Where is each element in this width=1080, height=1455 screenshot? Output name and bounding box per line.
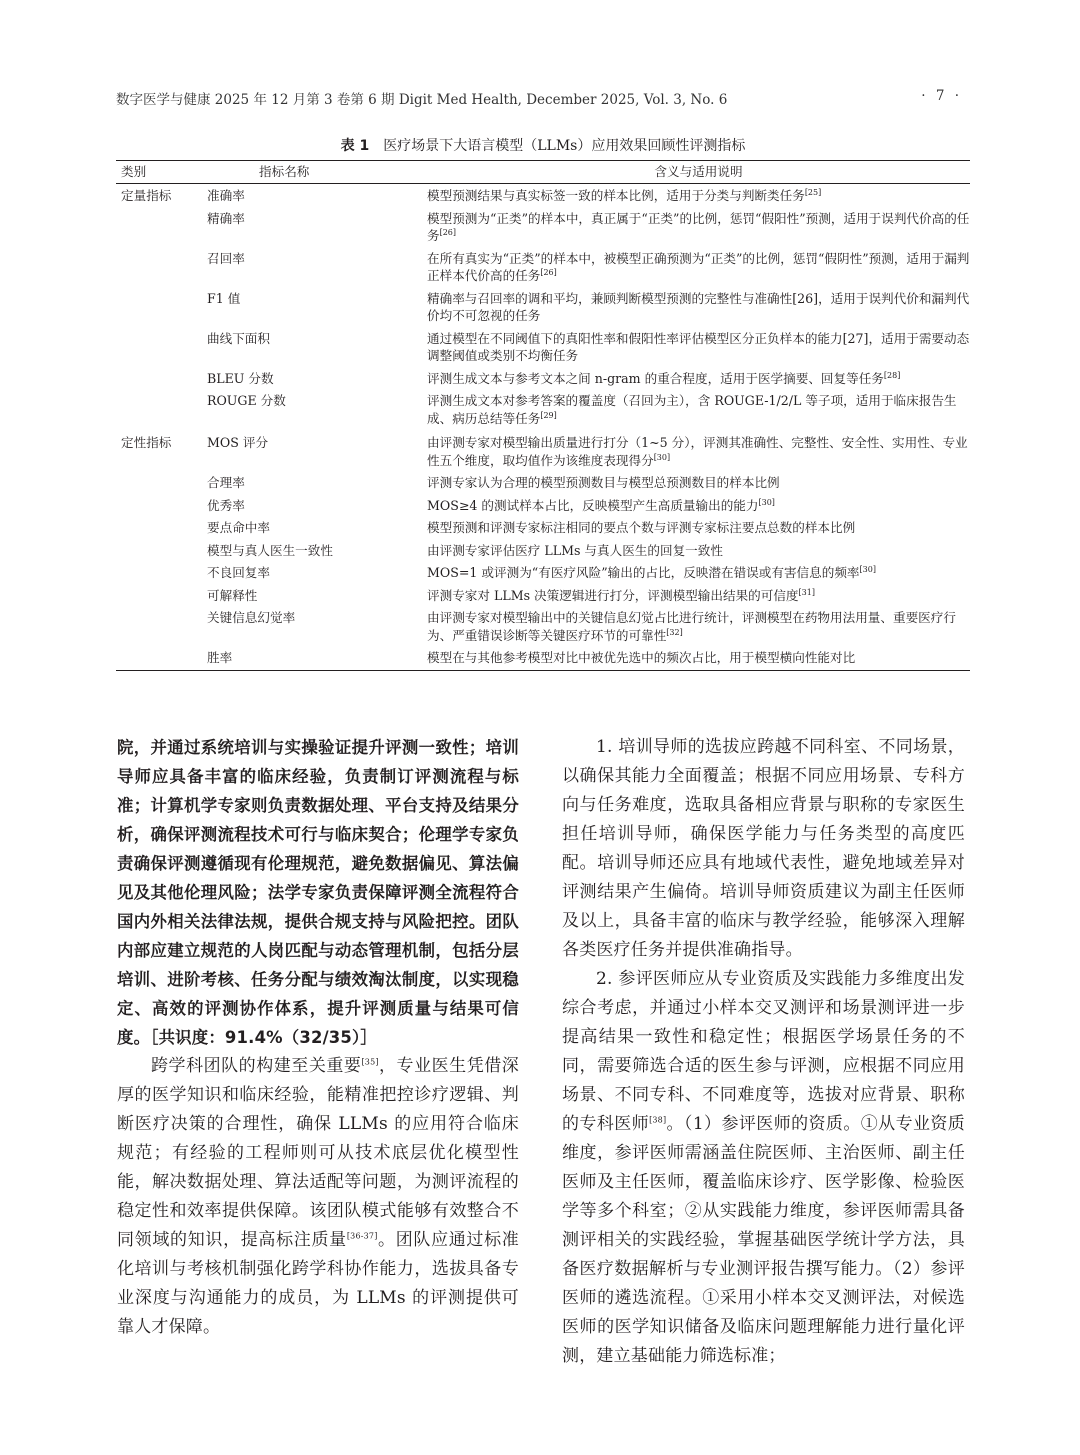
paragraph-team — [117, 1052, 519, 1342]
cell-description — [427, 366, 970, 389]
cell-description — [427, 645, 970, 670]
cell-description — [427, 184, 970, 206]
cell-category — [116, 493, 207, 516]
description-text: 评测生成文本与参考文本之间 n-gram 的重合程度，适用于医学摘要、回复等任务 — [427, 370, 884, 386]
table-row — [116, 184, 970, 206]
table-row — [116, 583, 970, 606]
cell-metric-name: BLEU 分数 — [207, 370, 274, 386]
table-title: 医疗场景下大语言模型（LLMs）应用效果回顾性评测指标 — [383, 138, 746, 154]
journal-info: 数字医学与健康 2025 年 12 月第 3 卷第 6 期 Digit Med Health, December 2025, Vol. 3, No. 6 — [116, 92, 728, 108]
description-text: 模型在与其他参考模型对比中被优先选中的频次占比，用于模型横向性能对比 — [427, 650, 856, 665]
cell-description — [427, 515, 970, 538]
cell-description — [427, 583, 970, 606]
citation: [31] — [798, 587, 815, 597]
cell-category — [116, 286, 207, 326]
left-column — [117, 733, 519, 1342]
citation: [30] — [758, 497, 775, 507]
table-row — [116, 470, 970, 493]
cell-metric-name: 优秀率 — [207, 497, 245, 513]
cell-metric-name: 模型与真人医生一致性 — [207, 542, 333, 558]
cell-description — [427, 470, 970, 493]
cell-metric-name: 精确率 — [207, 210, 245, 226]
cell-metric-name: 关键信息幻觉率 — [207, 610, 296, 625]
cell-description — [427, 246, 970, 286]
cell-category — [116, 583, 207, 606]
citation: [36-37] — [346, 1231, 378, 1241]
paragraph-mentor: 1. 培训导师的选拔应跨越不同科室、不同场景，以确保其能力全面覆盖；根据不同应用场景、专科方向与任务难度，选取具备相应背景与职称的专家医生担任培训导师，确保医学能力与任务类型的高度匹配。培训导师还应具有地域代表性，避免地域差异对评测结果产生偏倚。培训导师资质建议为副主任医师及以上，具备丰富的临床与教学经验，能够深入理解各类医疗任务并提供准确指导。 — [562, 737, 965, 960]
table-row — [116, 286, 970, 326]
cell-category — [116, 560, 207, 583]
citation: [26] — [540, 267, 557, 277]
table-label: 表 1 — [340, 138, 370, 154]
col-header-desc: 含义与适用说明 — [427, 161, 970, 184]
citation: [29] — [540, 410, 557, 420]
paragraph-reviewer — [562, 965, 965, 1371]
cell-metric-name: 胜率 — [207, 645, 427, 670]
cell-category — [116, 206, 207, 246]
description-text: 评测专家对 LLMs 决策逻辑进行打分，评测模型输出结果的可信度 — [427, 587, 799, 603]
table-row — [116, 605, 970, 645]
cell-metric-name: 曲线下面积 — [207, 330, 270, 346]
metrics-table-section — [116, 134, 970, 671]
table-row — [116, 428, 970, 470]
cell-category — [116, 388, 207, 428]
cell-metric-name: 召回率 — [207, 250, 245, 266]
cell-category: 定量指标 — [121, 188, 172, 203]
cell-category — [116, 515, 207, 538]
table-row — [116, 206, 970, 246]
cell-metric-name: 可解释性 — [207, 587, 258, 603]
description-text: 由评测专家评估医疗 LLMs 与真人医生的回复一致性 — [427, 542, 723, 558]
cell-metric-name: 要点命中率 — [207, 520, 270, 535]
cell-category — [116, 645, 207, 670]
cell-category — [116, 246, 207, 286]
text-span: 跨学科团队的构建至关重要 — [151, 1056, 362, 1076]
text-span: 。团队应通过标准化培训与考核机制强化跨学科协作能力，选拔具备专业深度与沟通能力的成员，为 LLMs 的评测提供可靠人才保障。 — [117, 1230, 519, 1337]
cell-category — [116, 605, 207, 645]
cell-description — [427, 560, 970, 583]
citation: [30] — [653, 452, 671, 462]
description-text: 模型预测为“正类”的样本中，真正属于“正类”的比例，惩罚“假阳性”预测，适用于误判代价高的任务 — [427, 210, 970, 243]
citation: [35] — [361, 1057, 379, 1067]
table-row — [116, 246, 970, 286]
description-text: 精确率与召回率的调和平均，兼顾判断模型预测的完整性与准确性[26]，适用于误判代价和漏判代价均不可忽视的任务 — [427, 290, 970, 323]
description-text: 由评测专家对模型输出中的关键信息幻觉占比进行统计，评测模型在药物用法用量、重要医疗行为、严重错误诊断等关键医疗环节的可靠性 — [427, 610, 956, 643]
cell-description — [427, 428, 970, 470]
cell-description — [427, 326, 970, 366]
text-span: ，专业医生凭借深厚的医学知识和临床经验，能精准把控诊疗逻辑、判断医疗决策的合理性，确保 LLMs 的应用符合临床规范；有经验的工程师则可从技术底层优化模型性能，解决数据处理、算法适配等问题，为测评流程的稳定性和效率提供保障。该团队模式能够有效整合不同领域的知识，提高标注质量 — [117, 1056, 519, 1250]
table-caption — [116, 134, 970, 160]
table-row — [116, 560, 970, 583]
description-text: 模型预测和评测专家标注相同的要点个数与评测专家标注要点总数的样本比例 — [427, 520, 856, 535]
citation: [30] — [859, 564, 876, 574]
citation: [26] — [439, 227, 457, 237]
citation: [38] — [649, 1115, 667, 1125]
cell-category — [116, 538, 207, 561]
table-row — [116, 326, 970, 366]
table-row — [116, 538, 970, 561]
description-text: 由评测专家对模型输出质量进行打分（1~5 分），评测其准确性、完整性、安全性、实用性、专业性五个维度，取均值作为该维度表现得分 — [427, 435, 968, 468]
right-column — [562, 733, 965, 1371]
table-row — [116, 388, 970, 428]
cell-metric-name: ROUGE 分数 — [207, 393, 286, 408]
table-row — [116, 366, 970, 389]
description-text: 通过模型在不同阈值下的真阳性率和假阳性率评估模型区分正负样本的能力[27]，适用于需要动态调整阈值或类别不均衡任务 — [427, 330, 970, 363]
cell-metric-name: MOS 评分 — [207, 435, 269, 450]
text-span: 2. 参评医师应从专业资质及实践能力多维度出发综合考虑，并通过小样本交叉测评和场景测评进一步提高结果一致性和稳定性；根据医学场景任务的不同，需要筛选合适的医生参与评测，应根据不同应用场景、不同专科、不同难度等，选拔对应背景、职称的专科医师 — [562, 969, 965, 1134]
metrics-table — [116, 160, 970, 671]
cell-category: 定性指标 — [121, 435, 172, 450]
description-text: 在所有真实为“正类”的样本中，被模型正确预测为“正类”的比例，惩罚“假阴性”预测，适用于漏判正样本代价高的任务 — [427, 250, 970, 283]
table-header-row — [116, 161, 970, 184]
table-row — [116, 493, 970, 516]
table-body — [116, 184, 970, 671]
cell-metric-name: F1 值 — [207, 290, 241, 306]
text-span: 。（1）参评医师的资质。①从专业资质维度，参评医师需涵盖住院医师、主治医师、副主任医师及主任医师，覆盖临床诊疗、医学影像、检验医学等多个科室；②从实践能力维度，参评医师需具备测评相关的实践经验，掌握基础医学统计学方法，具备医疗数据解析与专业测评报告撰写能力。（2）参评医师的遴选流程。①采用小样本交叉测评法，对候选医师的医学知识储备及临床问题理解能力进行量化评测，建立基础能力筛选标准； — [562, 1114, 966, 1366]
cell-description — [427, 286, 970, 326]
description-text: MOS=1 或评测为“有医疗风险”输出的占比，反映潜在错误或有害信息的频率 — [427, 565, 860, 580]
cell-description — [427, 493, 970, 516]
cell-description — [427, 388, 970, 428]
page-number: · 7 · — [921, 88, 962, 104]
consensus-paragraph: 院，并通过系统培训与实操验证提升评测一致性；培训导师应具备丰富的临床经验，负责制订评测流程与标准；计算机学专家则负责数据处理、平台支持及结果分析，确保评测流程技术可行与临床契合；伦理学专家负责确保评测遵循现有伦理规范，避免数据偏见、算法偏见及其他伦理风险；法学专家负责保障评测全流程符合国内外相关法律法规，提供合规支持与风险把控。团队内部应建立规范的人岗匹配与动态管理机制，包括分层培训、进阶考核、任务分配与绩效淘汰制度，以实现稳定、高效的评测协作体系，提升评测质量与结果可信度。［共识度：91.4%（32/35）］ — [117, 738, 519, 1047]
citation: [32] — [666, 627, 683, 637]
table-row — [116, 515, 970, 538]
cell-metric-name: 不良回复率 — [207, 565, 270, 580]
description-text: 评测生成文本对参考答案的覆盖度（召回为主），含 ROUGE-1/2/L 等子项，适用于临床报告生成、病历总结等任务 — [427, 393, 957, 426]
col-header-name: 指标名称 — [207, 161, 427, 184]
description-text: 模型预测结果与真实标签一致的样本比例，适用于分类与判断类任务 — [427, 188, 805, 203]
description-text: MOS≥4 的测试样本占比，反映模型产生高质量输出的能力 — [427, 497, 759, 513]
description-text: 评测专家认为合理的模型预测数目与模型总预测数目的样本比例 — [427, 475, 780, 490]
cell-description — [427, 538, 970, 561]
cell-description — [427, 206, 970, 246]
citation: [28] — [883, 370, 901, 380]
cell-metric-name: 准确率 — [207, 188, 245, 203]
cell-category — [116, 470, 207, 493]
table-row — [116, 645, 970, 670]
col-header-category: 类别 — [116, 161, 207, 184]
running-header — [116, 88, 962, 110]
cell-description — [427, 605, 970, 645]
cell-metric-name: 合理率 — [207, 475, 245, 490]
cell-category — [116, 326, 207, 366]
cell-category — [116, 366, 207, 389]
citation: [25] — [804, 187, 822, 197]
